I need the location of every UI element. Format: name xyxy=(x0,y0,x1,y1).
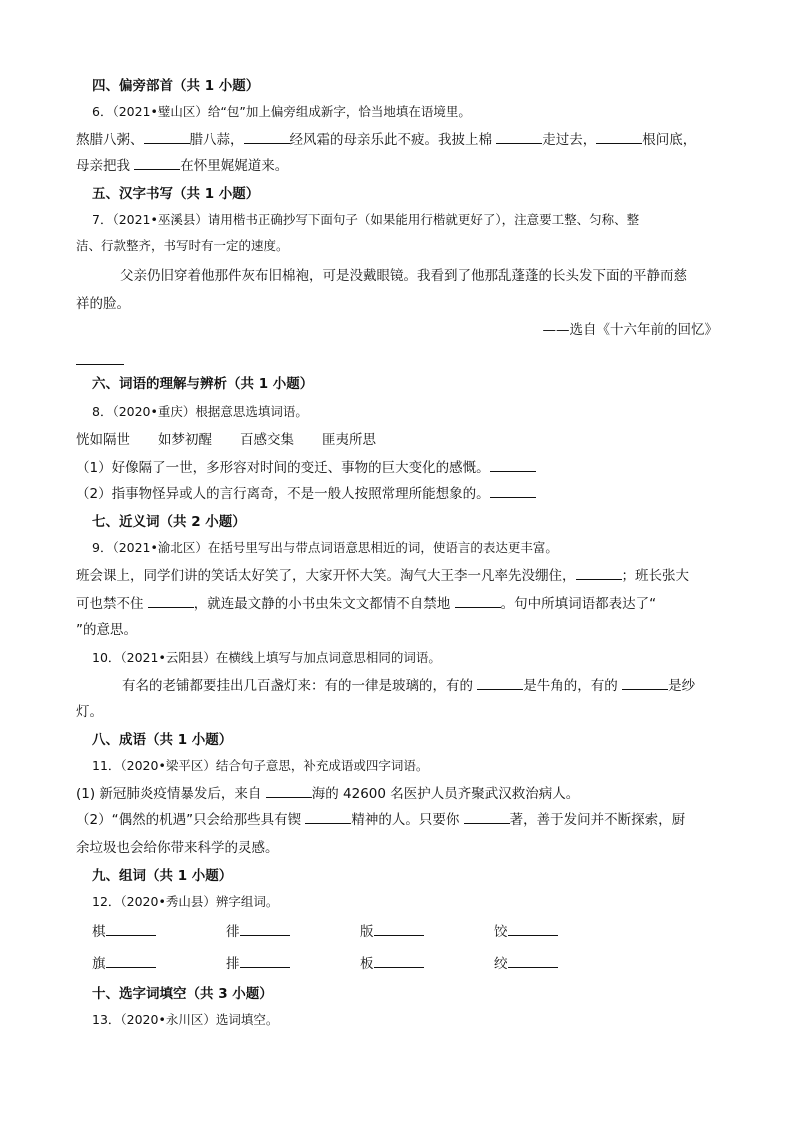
word-group-item: 徘 xyxy=(226,922,290,942)
word-group-item: 版 xyxy=(360,922,424,942)
question-9-line-3: ”的意思。 xyxy=(76,622,137,638)
answer-blank[interactable] xyxy=(240,954,290,968)
word-group-item: 板 xyxy=(360,954,424,974)
answer-blank[interactable] xyxy=(374,922,424,936)
answer-blank[interactable] xyxy=(496,130,542,144)
question-10-prompt: 10．（2021•云阳县）在横线上填写与加点词意思相同的词语。 xyxy=(92,650,441,665)
question-7-prompt-1: 7．（2021•巫溪县）请用楷书正确抄写下面句子（如果能用行楷就更好了），注意要工整、匀称、整 xyxy=(92,212,640,227)
question-7-prompt-2: 洁、行款整齐，书写时有一定的速度。 xyxy=(76,238,289,253)
section-8-title: 八、成语（共 1 小题） xyxy=(92,732,233,748)
section-4-title: 四、偏旁部首（共 1 小题） xyxy=(92,78,260,94)
word-option: 匪夷所思 xyxy=(322,432,376,448)
answer-blank[interactable] xyxy=(106,922,156,936)
answer-blank[interactable] xyxy=(477,676,523,690)
question-11-item-2: （2）“偶然的机遇”只会给那些具有锲 精神的人。只要你 著，善于发问并不断探索，厨 xyxy=(76,812,686,828)
word-group-item: 排 xyxy=(226,954,290,974)
question-9-line-2: 可也禁不住 ，就连最文静的小书虫朱文文都情不自禁地 。句中所填词语都表达了“ xyxy=(76,596,657,612)
answer-blank[interactable] xyxy=(576,566,622,580)
word-group-item: 棋 xyxy=(92,922,156,942)
word-option: 如梦初醒 xyxy=(158,432,212,448)
answer-blank[interactable] xyxy=(148,594,194,608)
question-7-passage-1: 父亲仍旧穿着他那件灰布旧棉袍，可是没戴眼镜。我看到了他那乱蓬蓬的长头发下面的平静而慈 xyxy=(120,268,687,284)
word-group-item: 绞 xyxy=(494,954,558,974)
answer-blank[interactable] xyxy=(596,130,642,144)
answer-blank[interactable] xyxy=(455,594,501,608)
question-11-item-3: 余垃圾也会给你带来科学的灵感。 xyxy=(76,840,279,856)
answer-blank[interactable] xyxy=(305,810,351,824)
answer-blank[interactable] xyxy=(508,922,558,936)
word-bank xyxy=(76,430,376,450)
question-8-item-2: （2）指事物怪异或人的言行离奇，不是一般人按照常理所能想象的。 xyxy=(76,484,536,504)
answer-blank[interactable] xyxy=(374,954,424,968)
answer-blank[interactable] xyxy=(106,954,156,968)
answer-blank[interactable] xyxy=(240,922,290,936)
question-9-prompt: 9．（2021•渝北区）在括号里写出与带点词语意思相近的词，使语言的表达更丰富。 xyxy=(92,540,558,555)
question-13-prompt: 13．（2020•永川区）选词填空。 xyxy=(92,1012,279,1027)
section-10-title: 十、选字词填空（共 3 小题） xyxy=(92,986,273,1002)
word-option: 百感交集 xyxy=(240,432,294,448)
answer-blank[interactable] xyxy=(464,810,510,824)
word-group-item: 饺 xyxy=(494,922,558,942)
passage-source: ——选自《十六年前的回忆》 xyxy=(542,322,718,338)
answer-blank[interactable] xyxy=(508,954,558,968)
answer-blank[interactable] xyxy=(244,130,290,144)
word-group-item: 旗 xyxy=(92,954,156,974)
question-8-prompt: 8．（2020•重庆）根据意思选填词语。 xyxy=(92,404,308,419)
question-11-prompt: 11．（2020•梁平区）结合句子意思，补充成语或四字词语。 xyxy=(92,758,429,773)
answer-blank[interactable] xyxy=(144,130,190,144)
answer-blank[interactable] xyxy=(490,458,536,472)
answer-blank[interactable] xyxy=(266,784,312,798)
section-6-title: 六、词语的理解与辨析（共 1 小题） xyxy=(92,376,314,392)
answer-blank[interactable] xyxy=(76,364,124,365)
question-11-item-1: (1) 新冠肺炎疫情暴发后，来自 海的 42600 名医护人员齐聚武汉救治病人。 xyxy=(76,786,580,802)
question-8-item-1: （1）好像隔了一世，多形容对时间的变迁、事物的巨大变化的感慨。 xyxy=(76,458,536,478)
question-12-prompt: 12．（2020•秀山县）辨字组词。 xyxy=(92,894,279,909)
section-5-title: 五、汉字书写（共 1 小题） xyxy=(92,186,260,202)
question-9-line-1: 班会课上，同学们讲的笑话太好笑了，大家开怀大笑。淘气大王李一凡率先没绷住， ；班长张大 xyxy=(76,568,689,584)
question-7-passage-2: 祥的脸。 xyxy=(76,296,130,312)
question-6-line-2: 母亲把我 在怀里娓娓道来。 xyxy=(76,158,289,174)
answer-blank[interactable] xyxy=(490,484,536,498)
question-10-line-1: 有名的老铺都要挂出几百盏灯来：有的一律是玻璃的，有的 是牛角的，有的 是纱 xyxy=(122,678,696,694)
question-6-prompt: 6．（2021•璧山区）给“包”加上偏旁组成新字，恰当地填在语境里。 xyxy=(92,104,471,119)
question-10-line-2: 灯。 xyxy=(76,704,103,720)
answer-blank[interactable] xyxy=(622,676,668,690)
answer-blank[interactable] xyxy=(134,156,180,170)
section-7-title: 七、近义词（共 2 小题） xyxy=(92,514,246,530)
section-9-title: 九、组词（共 1 小题） xyxy=(92,868,233,884)
question-6-line-1: 熬腊八粥、 腊八蒜， 经风霜的母亲乐此不疲。我披上棉 走过去， 根问底， xyxy=(76,132,697,148)
word-option: 恍如隔世 xyxy=(76,432,130,448)
